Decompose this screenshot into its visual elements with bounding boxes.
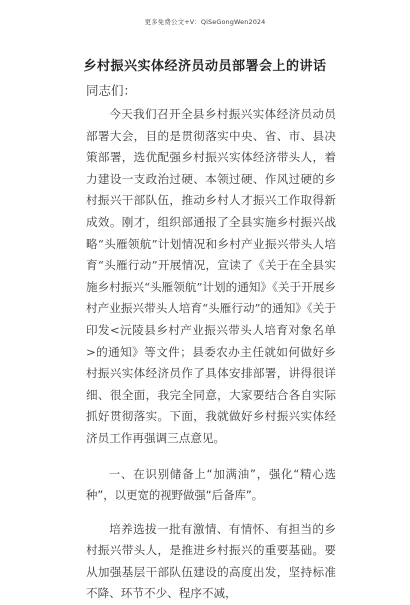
header-note: 更多免费公文+V：QiSeGongWen2024 bbox=[144, 18, 266, 26]
salutation: 同志们： bbox=[86, 83, 137, 98]
body-paragraph: 培养选拔一批有激情、有情怀、有担当的乡村振兴带头人，是推进乡村振兴的重要基础。要从加强基层干部队伍建设的高度出发，坚持标准不降、环节不少、程序不减， bbox=[86, 521, 336, 601]
section-heading: 一、在识别储备上“加满油”，强化“精心选种”，以更宽的视野做强“后备库”。 bbox=[86, 466, 336, 503]
body-paragraph: 今天我们召开全县乡村振兴实体经济员动员部署大会，目的是贯彻落实中央、省、市、县决策部署，选优配强乡村振兴实体经济带头人，着力建设一支政治过硬、本领过硬、作风过硬的乡村振兴干部队伍，推动乡村人才振兴工作取得新成效。刚才，组织部通报了全县实施乡村振兴战略“头雁领航”计划情况和乡村产业振兴带头人培育“头雁行动”开展情况，宣读了《关于在全县实施乡村振兴“头雁领航”计划的通知》《关于开展乡村产业振兴带头人培育“头雁行动”的通知》《关于印发<沅陵县乡村产业振兴带头人培育对象名单>的通知》等文件；县委农办主任就如何做好乡村振兴实体经济员作了具体安排部署，讲得很详细、很全面，我完全同意，大家要结合各自实际抓好贯彻落实。下面，我就做好乡村振兴实体经济员工作再强调三点意见。 bbox=[86, 107, 336, 445]
document-title: 乡村振兴实体经济员动员部署会上的讲话 bbox=[83, 59, 327, 74]
document-body bbox=[86, 104, 336, 605]
